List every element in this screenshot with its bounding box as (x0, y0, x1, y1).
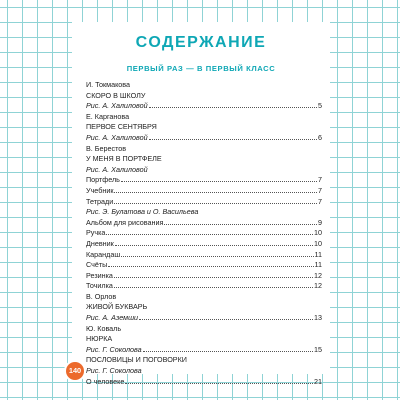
section-title: ПЕРВЫЙ РАЗ — В ПЕРВЫЙ КЛАСС (126, 64, 276, 73)
toc-entry (86, 122, 322, 133)
toc-leader-dots (121, 180, 317, 182)
toc-leader-dots (114, 202, 317, 204)
toc-entry-title: Рис. А. Халиловой (86, 132, 148, 142)
toc-entry (86, 186, 322, 197)
toc-page-number: 10 (314, 238, 322, 248)
toc-page-number: 9 (318, 217, 322, 227)
toc-entry-title: Резинка (86, 270, 113, 280)
toc-leader-dots (106, 233, 313, 235)
toc-entry (86, 101, 322, 112)
toc-page-number: 7 (318, 196, 322, 206)
toc-author: В. Берестов (86, 143, 127, 153)
toc-credit: Рис. Г. Соколова (86, 366, 142, 376)
toc-entry (86, 377, 322, 388)
toc-entry-title: Альбом для рисования (86, 217, 164, 227)
toc-author: Ю. Коваль (86, 323, 122, 333)
toc-entry (86, 91, 322, 102)
toc-credit: Рис. А. Халиловой (86, 164, 148, 174)
toc-entry-title: Дневник (86, 238, 114, 248)
toc-leader-dots (139, 318, 313, 320)
toc-work: ЖИВОЙ БУКВАРЬ (86, 302, 148, 312)
page-number-badge: 140 (66, 362, 84, 380)
toc-leader-dots (164, 223, 317, 225)
toc-leader-dots (114, 191, 317, 193)
toc-entry (86, 313, 322, 324)
toc-entry (86, 260, 322, 271)
toc-entry-title: Рис. А. Аземши (86, 313, 139, 323)
toc-entry-title: ПЕРВОЕ СЕНТЯБРЯ (86, 122, 157, 132)
toc-page-number: 11 (314, 260, 322, 270)
toc-entry-title: Счёты (86, 260, 108, 270)
toc-page-number: 7 (318, 175, 322, 185)
toc-entry (86, 250, 322, 261)
toc-leader-dots (108, 265, 313, 267)
toc-entry-title: Ручка (86, 228, 106, 238)
toc-entry (86, 271, 322, 282)
toc-page-number: 21 (314, 376, 322, 386)
toc-leader-dots (121, 255, 313, 257)
toc-page-number: 12 (314, 270, 322, 280)
toc-author: Е. Карганова (86, 111, 130, 121)
toc-page-number: 11 (314, 249, 322, 259)
toc-page-number: 6 (318, 132, 322, 142)
page-sheet (72, 22, 330, 386)
toc-entry (86, 281, 322, 292)
toc-leader-dots (114, 286, 313, 288)
toc-entry-title: О человеке (86, 376, 125, 386)
toc-page-number: 7 (318, 185, 322, 195)
toc-work: ПОСЛОВИЦЫ И ПОГОВОРКИ (86, 355, 187, 365)
toc-entry (86, 345, 322, 356)
toc-entry-title: Точилка (86, 281, 113, 291)
page-title: СОДЕРЖАНИЕ (135, 34, 267, 51)
toc-entry-title: У МЕНЯ В ПОРТФЕЛЕ (86, 154, 162, 164)
toc-leader-dots (114, 276, 313, 278)
toc-leader-dots (115, 244, 313, 246)
toc-page-number: 10 (314, 228, 322, 238)
toc-leader-dots (149, 138, 317, 140)
toc-entry (86, 154, 322, 165)
table-of-contents (86, 80, 322, 387)
toc-leader-dots (143, 350, 313, 352)
toc-entry (86, 133, 322, 144)
toc-page-number: 12 (314, 281, 322, 291)
toc-author: В. Орлов (86, 291, 117, 301)
toc-page-number: 15 (314, 344, 322, 354)
toc-leader-dots (149, 106, 317, 108)
toc-entry (86, 197, 322, 208)
toc-entry-title: Учебник (86, 185, 114, 195)
toc-entry-title: Портфель (86, 175, 120, 185)
toc-entry (86, 218, 322, 229)
toc-work: НЮРКА (86, 334, 113, 344)
toc-page-number: 13 (314, 313, 322, 323)
toc-entry-title: СКОРО В ШКОЛУ (86, 90, 146, 100)
toc-entry (86, 228, 322, 239)
toc-entry (86, 239, 322, 250)
toc-entry (86, 175, 322, 186)
toc-entry-title: Рис. Г. Соколова (86, 344, 142, 354)
toc-entry-title: Тетради (86, 196, 114, 206)
toc-author: И. Токмакова (86, 80, 131, 89)
toc-entry-title: Карандаш (86, 249, 121, 259)
toc-entry-title: Рис. А. Халиловой (86, 101, 148, 111)
toc-credit: Рис. Э. Булатова и О. Васильева (86, 207, 199, 217)
toc-page-number: 5 (318, 101, 322, 111)
toc-leader-dots (125, 382, 313, 384)
